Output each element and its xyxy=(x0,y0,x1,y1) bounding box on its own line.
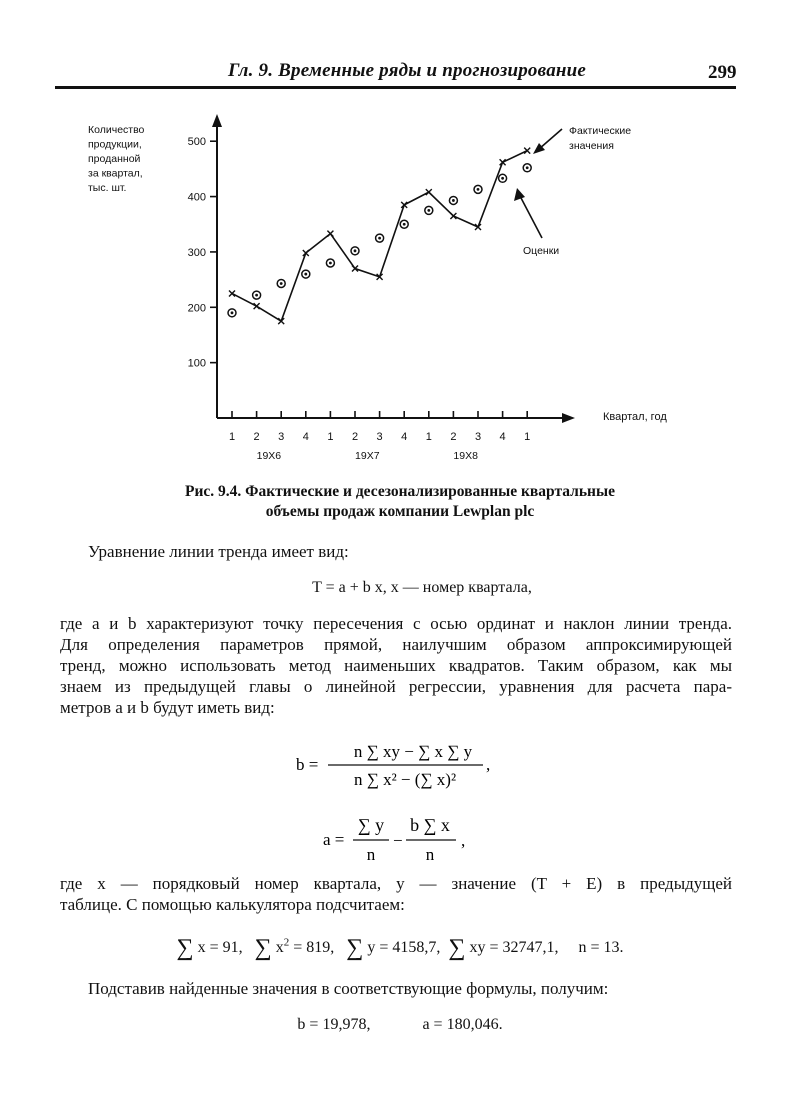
figure-caption-line-1: Рис. 9.4. Фактические и десезонализированные квартальные xyxy=(185,483,615,500)
figure-caption-line-2: объемы продаж компании Lewplan plc xyxy=(265,503,535,520)
x-tick-label: 4 xyxy=(401,431,408,443)
sum-xy: xy = 32747,1, xyxy=(469,939,559,956)
x-tick-label: 2 xyxy=(253,431,260,443)
x-tick-label: 4 xyxy=(499,431,506,443)
formula-b-comma: , xyxy=(486,755,491,774)
estimate-point xyxy=(474,185,482,193)
x-tick-label: 1 xyxy=(524,431,531,443)
y-axis-label-line: за квартал, xyxy=(88,167,143,180)
actual-point xyxy=(327,231,333,237)
formula-a-term1-numerator: ∑ y xyxy=(357,815,385,835)
formula-b xyxy=(0,737,800,797)
estimate-point xyxy=(376,234,384,242)
formula-a-minus: − xyxy=(393,831,403,850)
actual-point xyxy=(450,213,456,219)
y-tick-label: 100 xyxy=(187,357,206,370)
paragraph-least-squares-line: метров a и b будут иметь вид: xyxy=(60,698,275,717)
formula-a-label: a = xyxy=(323,830,345,849)
x-tick-label: 1 xyxy=(327,431,334,443)
paragraph-sums-intro-line: таблице. С помощью калькулятора подсчитаем: xyxy=(60,895,405,914)
x-tick-label: 2 xyxy=(450,431,457,443)
running-header-title: Гл. 9. Временные ряды и прогнозирование xyxy=(228,60,587,81)
sums-line xyxy=(0,935,800,962)
paragraph-least-squares-line: знаем из предыдущей главы о линейной регрессии, уравнения для расчета пара- xyxy=(60,677,732,696)
x-tick-label: 1 xyxy=(425,431,432,443)
y-tick-label: 200 xyxy=(187,302,206,315)
y-tick-label: 400 xyxy=(187,191,206,204)
paragraph-sums-intro-line: где x — порядковый номер квартала, y — значение (T + E) в предыдущей xyxy=(60,874,732,893)
y-axis-arrow xyxy=(212,114,222,127)
actual-point xyxy=(254,303,260,309)
figure-9-4-chart xyxy=(0,0,800,480)
formula-a xyxy=(0,810,800,870)
x-tick-label: 1 xyxy=(228,431,236,443)
formula-a-term1-denominator: n xyxy=(366,845,376,864)
annotation-actual-arrow xyxy=(539,129,562,149)
annotation-estimate: Оценки xyxy=(523,245,560,257)
x-tick-label: 3 xyxy=(278,431,285,443)
actual-point xyxy=(426,189,432,195)
formula-b-numerator: n ∑ xy − ∑ x ∑ y xyxy=(353,742,473,761)
estimate-point xyxy=(425,206,433,214)
estimate-point xyxy=(449,196,457,204)
paragraph-trend-intro: Уравнение линии тренда имеет вид: xyxy=(88,542,349,561)
sum-symbol: ∑ xyxy=(254,935,272,961)
x-tick-label: 2 xyxy=(351,431,359,443)
estimate-point xyxy=(523,164,531,172)
estimate-point xyxy=(351,247,359,255)
y-tick-label: 500 xyxy=(187,136,206,149)
paragraph-sums-intro xyxy=(60,873,732,915)
paragraph-substitute: Подставив найденные значения в соответствующие формулы, получим: xyxy=(88,979,609,998)
x-tick-label: 3 xyxy=(376,431,383,443)
x-tick-label: 3 xyxy=(474,431,482,443)
y-axis-label-line: тыс. шт. xyxy=(88,182,127,194)
estimate-point xyxy=(253,291,261,299)
y-axis-label-line: Количество xyxy=(88,124,145,136)
results-line xyxy=(0,1016,800,1034)
paragraph-least-squares xyxy=(60,613,732,718)
actual-point xyxy=(229,290,235,296)
y-axis-label xyxy=(88,124,145,194)
page-number: 299 xyxy=(708,62,737,83)
formula-a-term2-denominator: n xyxy=(425,845,435,864)
estimate-point xyxy=(277,279,285,287)
formula-a-comma: , xyxy=(461,831,466,850)
formula-a-term2-numerator: b ∑ x xyxy=(410,815,450,835)
y-axis-label-line: продукции, xyxy=(88,138,142,151)
sum-y: y = 4158,7, xyxy=(367,939,441,956)
x-axis-label: Квартал, год xyxy=(603,411,667,423)
sum-symbol: ∑ xyxy=(176,935,194,961)
annotation-estimate-arrowhead xyxy=(514,188,525,201)
estimate-point xyxy=(228,309,236,317)
actual-point xyxy=(524,148,530,154)
y-tick-label: 300 xyxy=(187,246,206,259)
result-a: a = 180,046. xyxy=(422,1016,503,1033)
x-axis-arrow xyxy=(562,413,575,423)
year-label: 19X6 xyxy=(256,450,282,462)
estimate-point xyxy=(326,259,334,267)
actual-series-line xyxy=(232,151,527,322)
n-value: n = 13. xyxy=(578,939,624,956)
y-axis-label-line: проданной xyxy=(88,153,141,165)
sum-symbol: ∑ xyxy=(346,935,364,961)
sum-x: x = 91, xyxy=(197,939,243,956)
trend-formula: T = a + b x, x — номер квартала, xyxy=(312,579,532,596)
year-label: 19X7 xyxy=(355,450,380,462)
estimate-point xyxy=(302,270,310,278)
annotation-estimate-arrow xyxy=(520,196,542,238)
formula-b-denominator: n ∑ x² − (∑ x)² xyxy=(353,770,457,789)
paragraph-least-squares-line: тренд, можно использовать метод наименьших квадратов. Таким образом, как мы xyxy=(60,656,732,675)
year-label: 19X8 xyxy=(453,450,478,462)
annotation-actual-line: значения xyxy=(569,140,614,152)
paragraph-least-squares-line: Для определения параметров прямой, наилучшим образом аппроксимирующей xyxy=(60,635,732,654)
x-tick-label: 4 xyxy=(302,431,309,443)
sum-x2: $x^2 = 819$, xyxy=(275,936,335,956)
formula-b-label: b = xyxy=(296,755,319,774)
estimate-point xyxy=(400,220,408,228)
sum-symbol: ∑ xyxy=(448,935,466,961)
result-b: b = 19,978, xyxy=(297,1016,371,1033)
paragraph-least-squares-line: где a и b характеризуют точку пересечения с осью ординат и наклон линии тренда. xyxy=(60,614,732,633)
estimate-point xyxy=(499,174,507,182)
annotation-actual-line: Фактические xyxy=(569,125,632,137)
